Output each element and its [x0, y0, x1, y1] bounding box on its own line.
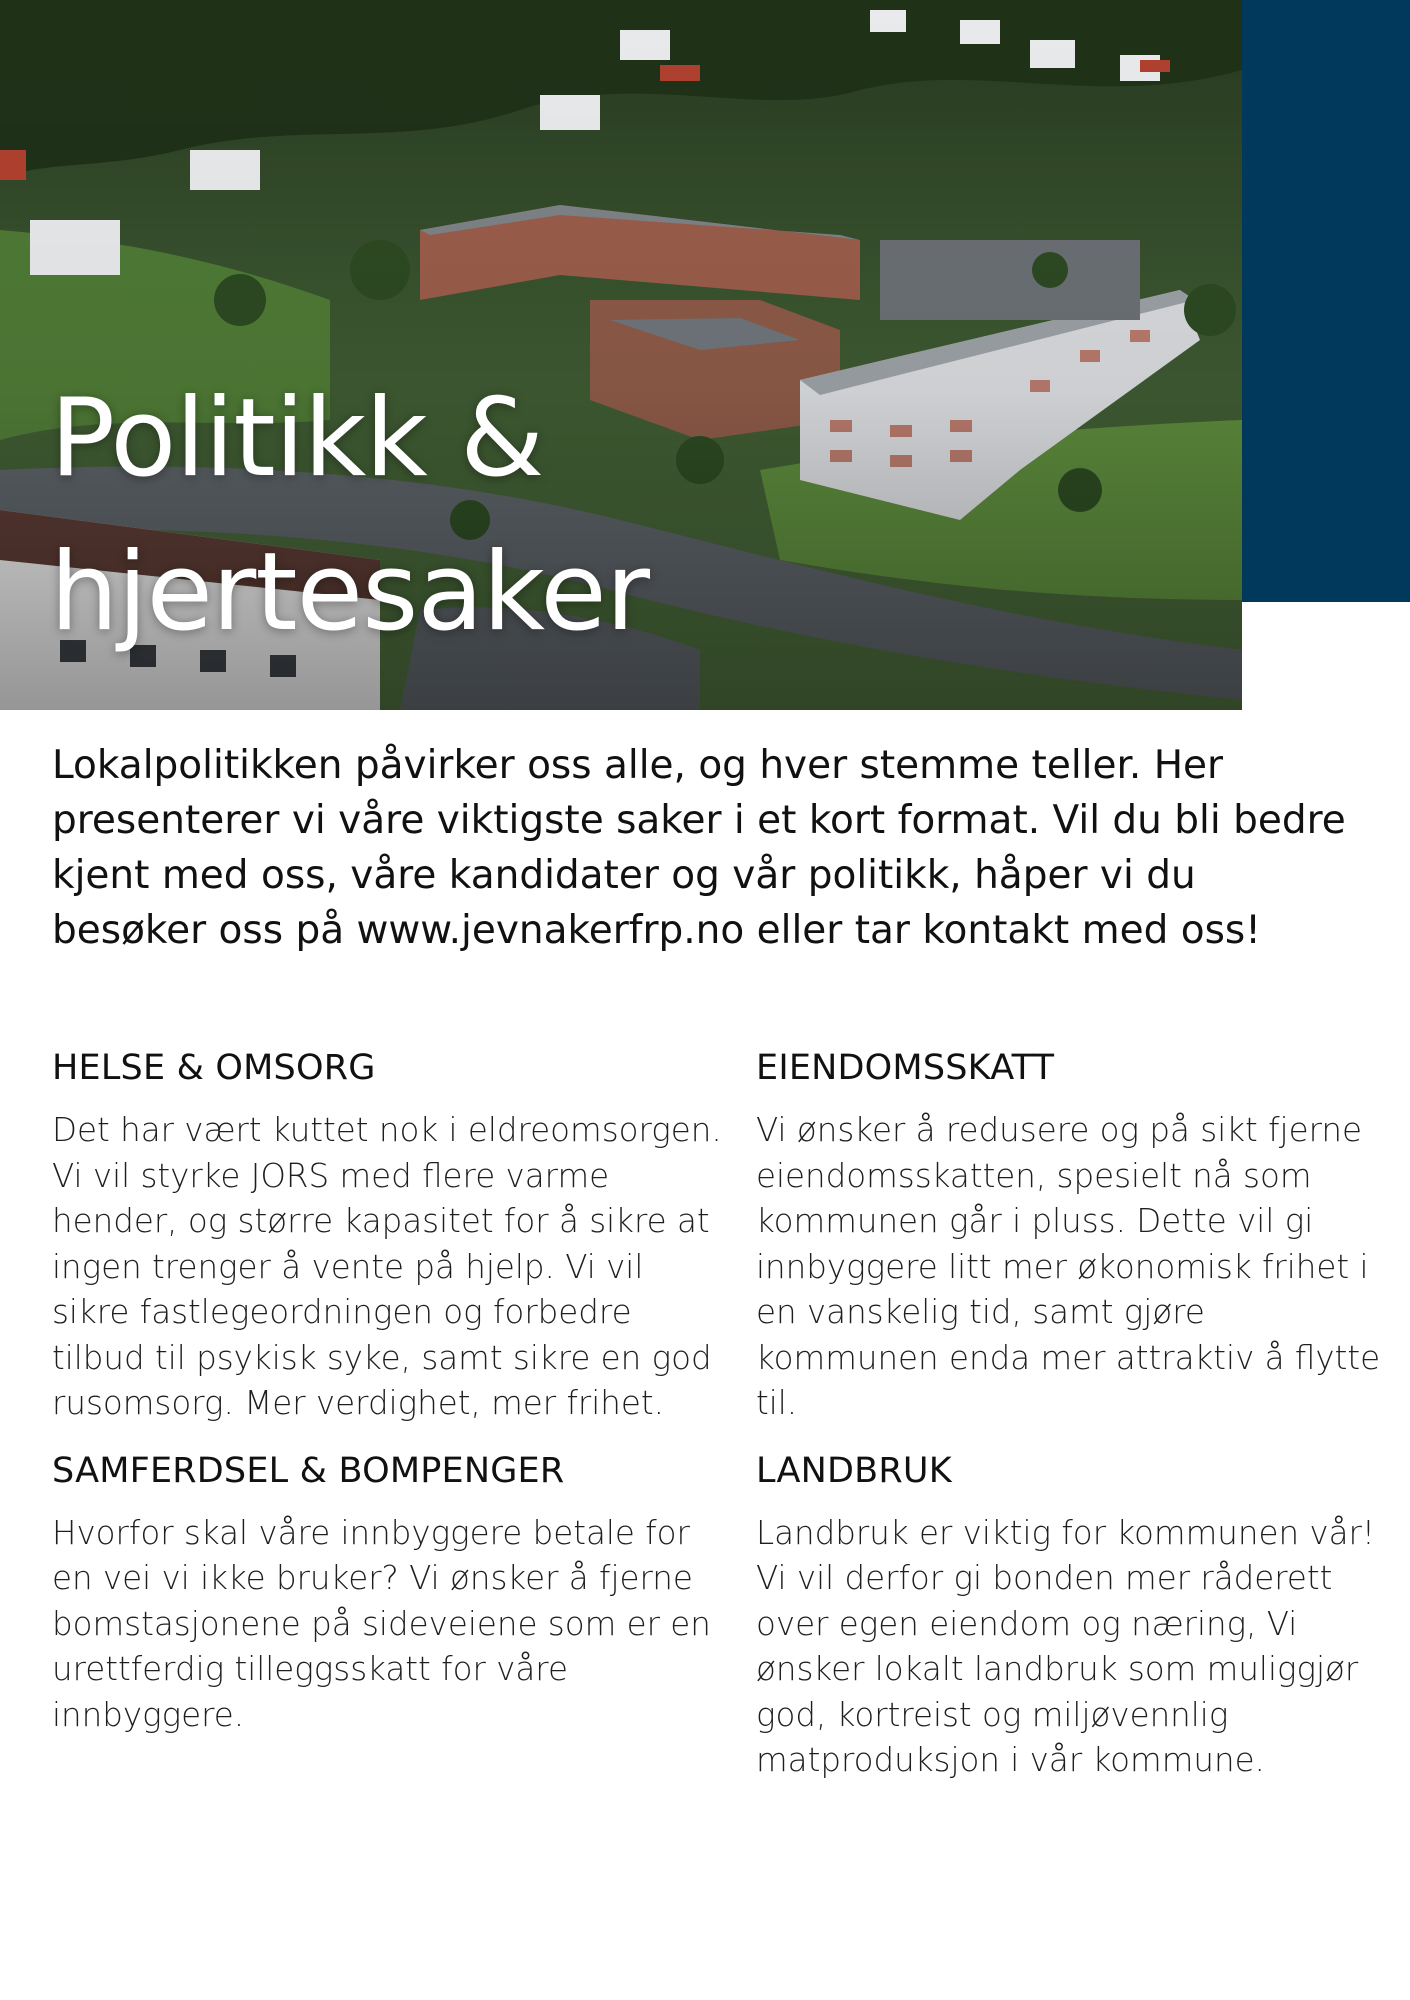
section-samferdsel-bompenger: [52, 1445, 722, 1739]
left-column: [52, 1042, 722, 1738]
section-heading: SAMFERDSEL & BOMPENGER: [52, 1450, 565, 1491]
section-body: Det har vært kuttet nok i eldreomsorgen. Vi vil styrke JORS med flere varme hender, og større kapasitet for å sikre at ingen trenger å vente på hjelp. Vi vil sikre fastlegeordningen og forbedre tilbud til psykisk syke, samt sikre en god rusomsorg. Mer verdighet, mer frihet.: [52, 1111, 722, 1422]
section-landbruk: [756, 1445, 1396, 1784]
intro-paragraph: Lokalpolitikken påvirker oss alle, og hver stemme teller. Her presenterer vi våre viktigste saker i et kort format. Vil du bli bedre kjent med oss, våre kandidater og vår politikk, håper vi du besøker oss på www.jevnakerfrp.no eller tar kontakt med oss!: [52, 743, 1346, 953]
accent-block: [1242, 0, 1410, 602]
section-heading: LANDBRUK: [756, 1450, 952, 1491]
section-body: Vi ønsker å redusere og på sikt fjerne eiendomsskatten, spesielt nå som kommunen går i pluss. Dette vil gi innbyggere litt mer økonomisk frihet i en vanskelig tid, samt gjøre kommunen enda mer attraktiv å flytte til.: [756, 1111, 1381, 1422]
section-eiendomsskatt: [756, 1042, 1396, 1427]
section-helse-omsorg: [52, 1042, 722, 1427]
section-body: Landbruk er viktig for kommunen vår! Vi vil derfor gi bonden mer råderett over egen eiendom og næring, Vi ønsker lokalt landbruk som muliggjør god, kortreist og miljøvennlig matproduksjon i vår kommune.: [756, 1513, 1375, 1779]
section-body: Hvorfor skal våre innbyggere betale for en vei vi ikke bruker? Vi ønsker å fjerne bomstasjonene på sideveiene som er en urettferdig tilleggsskatt for våre innbyggere.: [52, 1513, 711, 1734]
title-line-1: Politikk &: [50, 376, 544, 501]
hero-section: [0, 0, 1242, 710]
section-heading: EIENDOMSSKATT: [756, 1048, 1055, 1088]
right-column: [756, 1042, 1396, 1784]
page-title: [50, 362, 649, 670]
section-heading: HELSE & OMSORG: [52, 1048, 376, 1088]
title-line-2: hjertesaker: [50, 530, 650, 655]
